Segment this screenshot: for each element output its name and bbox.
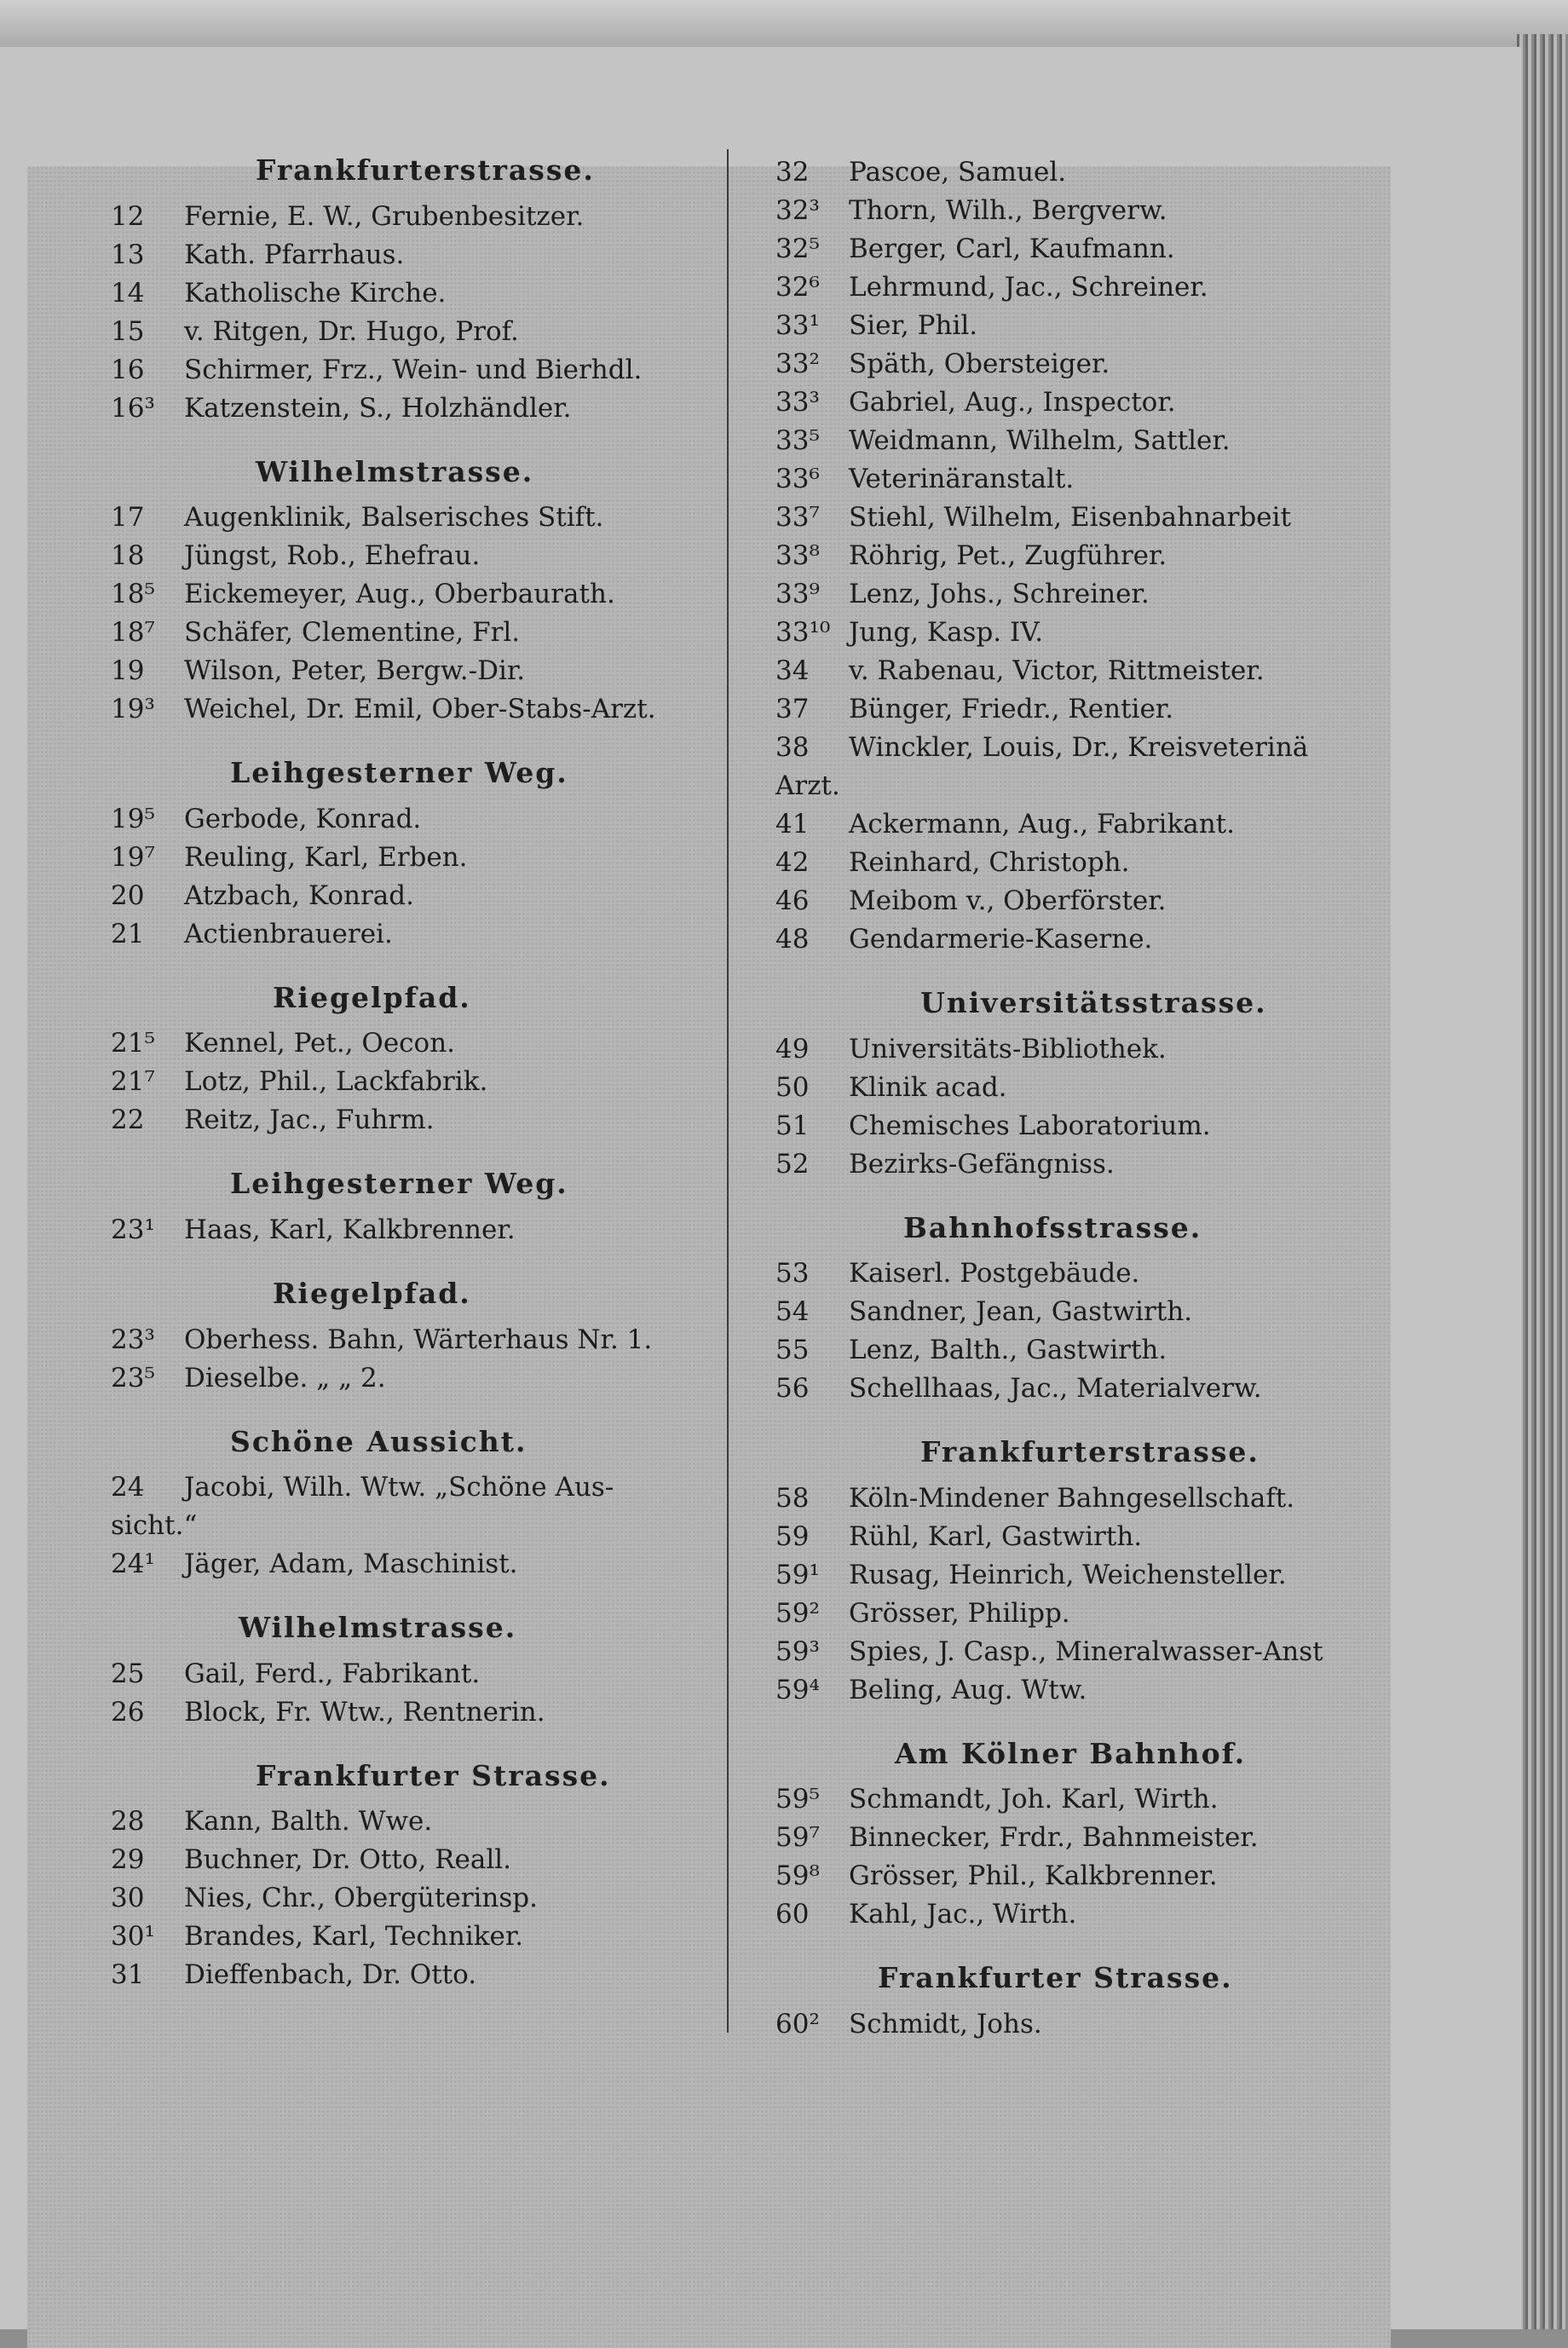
directory-entry xyxy=(775,805,1389,844)
resident-name: sicht.“ xyxy=(111,1510,198,1542)
directory-entry xyxy=(111,351,741,389)
house-number: 33³ xyxy=(775,387,820,418)
house-number: 18 xyxy=(111,540,145,572)
resident-name: Grösser, Philipp. xyxy=(849,1597,1070,1629)
resident-name: Lehrmund, Jac., Schreiner. xyxy=(849,272,1208,303)
directory-entry xyxy=(775,499,1389,537)
resident-name: Kann, Balth. Wwe. xyxy=(184,1806,433,1837)
house-number: 58 xyxy=(775,1482,810,1514)
house-number: 42 xyxy=(775,847,810,878)
directory-entry xyxy=(111,1879,741,1918)
house-number: 48 xyxy=(775,924,810,955)
house-number: 59⁵ xyxy=(775,1784,820,1815)
resident-name: Lenz, Balth., Gastwirth. xyxy=(849,1335,1167,1366)
directory-entry xyxy=(775,1069,1389,1107)
resident-name: Augenklinik, Balserisches Stift. xyxy=(184,502,604,534)
house-number: 31 xyxy=(111,1959,145,1991)
directory-entry xyxy=(111,313,741,351)
house-number: 34 xyxy=(775,655,810,686)
house-number: 41 xyxy=(775,809,810,839)
resident-name: Sandner, Jean, Gastwirth. xyxy=(849,1296,1193,1328)
directory-entry xyxy=(111,1024,741,1063)
resident-name: Katzenstein, S., Holzhändler. xyxy=(184,392,572,424)
directory-entry xyxy=(111,690,741,729)
directory-entry xyxy=(775,345,1389,384)
section-heading: Leihgesterner Weg. xyxy=(230,1167,568,1201)
resident-name: Schellhaas, Jac., Materialverw. xyxy=(849,1373,1262,1405)
resident-name: Gerbode, Konrad. xyxy=(184,803,422,834)
resident-name: Spies, J. Casp., Mineralwasser-Anst xyxy=(849,1636,1323,1667)
resident-name: Dieselbe. „ „ 2. xyxy=(184,1362,386,1393)
resident-name: Binnecker, Frdr., Bahnmeister. xyxy=(849,1822,1259,1854)
directory-entry xyxy=(111,1468,741,1507)
resident-name: Rühl, Karl, Gastwirth. xyxy=(849,1520,1143,1552)
directory-entry xyxy=(775,192,1389,230)
directory-entry xyxy=(775,268,1389,307)
resident-name: Actienbrauerei. xyxy=(184,918,393,949)
directory-entry xyxy=(775,1331,1389,1370)
resident-name: Atzbach, Konrad. xyxy=(184,880,414,911)
resident-name: Kath. Pfarrhaus. xyxy=(184,239,405,270)
resident-name: Nies, Chr., Obergüterinsp. xyxy=(184,1883,539,1914)
directory-entry xyxy=(111,915,741,954)
directory-entry xyxy=(111,1211,741,1249)
house-number: 21⁵ xyxy=(111,1028,155,1059)
directory-entry xyxy=(775,384,1389,422)
house-number: 53 xyxy=(775,1258,810,1289)
house-number: 22 xyxy=(111,1105,145,1136)
house-number: 33⁶ xyxy=(775,464,820,494)
resident-name: Arzt. xyxy=(775,770,840,801)
house-number: 18⁷ xyxy=(111,617,155,649)
resident-name: Gabriel, Aug., Inspector. xyxy=(849,387,1176,418)
section-heading: Leihgesterner Weg. xyxy=(230,756,568,790)
house-number: 59⁸ xyxy=(775,1861,820,1892)
house-number: 12 xyxy=(111,200,145,232)
directory-entry xyxy=(111,800,741,839)
resident-name: v. Rabenau, Victor, Rittmeister. xyxy=(849,655,1265,686)
house-number: 33² xyxy=(775,349,820,379)
directory-entry xyxy=(111,537,741,575)
right-column xyxy=(775,153,1389,2044)
section-heading: Riegelpfad. xyxy=(273,980,471,1014)
resident-name: Berger, Carl, Kaufmann. xyxy=(849,234,1175,264)
house-number: 52 xyxy=(775,1148,810,1180)
resident-name: Stiehl, Wilhelm, Eisenbahnarbeit xyxy=(849,502,1291,533)
house-number: 17 xyxy=(111,502,145,534)
directory-entry xyxy=(775,1255,1389,1293)
directory-entry xyxy=(775,153,1389,192)
house-number: 38 xyxy=(775,732,810,763)
directory-entry xyxy=(775,1595,1389,1633)
resident-name: Kaiserl. Postgebäude. xyxy=(849,1258,1140,1289)
house-number: 21⁷ xyxy=(111,1066,155,1098)
directory-entry xyxy=(111,274,741,313)
resident-name: Bünger, Friedr., Rentier. xyxy=(849,694,1174,724)
resident-name: Lotz, Phil., Lackfabrik. xyxy=(184,1066,488,1098)
house-number: 59⁴ xyxy=(775,1674,820,1705)
house-number: 19⁵ xyxy=(111,803,155,834)
resident-name: Kahl, Jac., Wirth. xyxy=(849,1899,1077,1930)
house-number: 24 xyxy=(111,1472,145,1503)
house-number: 56 xyxy=(775,1373,810,1405)
directory-entry xyxy=(775,920,1389,959)
section-heading: Universitätsstrasse. xyxy=(920,986,1267,1019)
directory-entry xyxy=(111,198,741,236)
house-number: 19³ xyxy=(111,694,155,725)
house-number: 24¹ xyxy=(111,1549,155,1580)
resident-name: Reuling, Karl, Erben. xyxy=(184,841,468,873)
directory-entry xyxy=(111,652,741,690)
house-number: 46 xyxy=(775,886,810,916)
directory-entry xyxy=(775,1107,1389,1145)
resident-name: Veterinäranstalt. xyxy=(849,464,1075,494)
directory-entry xyxy=(775,1370,1389,1408)
directory-entry xyxy=(111,575,741,614)
directory-entry xyxy=(775,1293,1389,1331)
section-heading: Schöne Aussicht. xyxy=(230,1424,527,1458)
house-number: 19⁷ xyxy=(111,841,155,873)
house-number: 60² xyxy=(775,2008,820,2039)
directory-entry xyxy=(775,1780,1389,1819)
directory-entry xyxy=(775,1819,1389,1857)
directory-entry xyxy=(775,729,1389,767)
house-number: 15 xyxy=(111,315,145,347)
house-number: 59⁷ xyxy=(775,1822,820,1854)
section-heading: Wilhelmstrasse. xyxy=(256,454,534,488)
resident-name: Gendarmerie-Kaserne. xyxy=(849,924,1153,955)
resident-name: Thorn, Wilh., Bergverw. xyxy=(849,195,1167,226)
resident-name: Bezirks-Gefängniss. xyxy=(849,1148,1115,1180)
directory-entry xyxy=(775,307,1389,345)
house-number: 14 xyxy=(111,277,145,309)
resident-name: Jacobi, Wilh. Wtw. „Schöne Aus- xyxy=(184,1472,614,1503)
house-number: 26 xyxy=(111,1696,145,1728)
house-number: 21 xyxy=(111,918,145,949)
resident-name: Reinhard, Christoph. xyxy=(849,847,1130,878)
directory-entry xyxy=(775,1145,1389,1184)
house-number: 59 xyxy=(775,1520,810,1552)
directory-entry xyxy=(775,882,1389,920)
directory-entry xyxy=(111,1841,741,1879)
house-number: 55 xyxy=(775,1335,810,1366)
house-number: 20 xyxy=(111,880,145,911)
directory-entry xyxy=(775,422,1389,460)
house-number: 33⁷ xyxy=(775,502,820,533)
house-number: 16³ xyxy=(111,392,155,424)
resident-name: Winckler, Louis, Dr., Kreisveterinä xyxy=(849,732,1309,763)
directory-entry xyxy=(111,1359,741,1398)
section-heading: Frankfurter Strasse. xyxy=(878,1961,1233,1995)
directory-entry xyxy=(775,575,1389,614)
house-number: 59² xyxy=(775,1597,820,1629)
resident-name: Rusag, Heinrich, Weichensteller. xyxy=(849,1559,1287,1590)
directory-entry xyxy=(775,1633,1389,1671)
house-number: 29 xyxy=(111,1844,145,1876)
directory-entry xyxy=(775,652,1389,690)
page-top-edge xyxy=(0,0,1568,51)
house-number: 59¹ xyxy=(775,1559,820,1590)
house-number: 37 xyxy=(775,694,810,724)
directory-entry xyxy=(775,537,1389,575)
resident-name: Schmidt, Johs. xyxy=(849,2008,1042,2039)
resident-name: Universitäts-Bibliothek. xyxy=(849,1033,1167,1064)
resident-name: Sier, Phil. xyxy=(849,310,978,341)
directory-entry xyxy=(111,389,741,428)
house-number: 30 xyxy=(111,1883,145,1914)
house-number: 23³ xyxy=(111,1324,155,1355)
resident-name: Chemisches Laboratorium. xyxy=(849,1110,1211,1141)
resident-name: Pascoe, Samuel. xyxy=(849,157,1067,187)
directory-entry xyxy=(111,1321,741,1359)
resident-name: Brandes, Karl, Techniker. xyxy=(184,1921,524,1953)
directory-entry xyxy=(111,877,741,915)
directory-entry xyxy=(775,1480,1389,1518)
resident-name: Buchner, Dr. Otto, Reall. xyxy=(184,1844,512,1876)
house-number: 33¹⁰ xyxy=(775,617,831,648)
resident-name: Klinik acad. xyxy=(849,1071,1007,1103)
resident-name: v. Ritgen, Dr. Hugo, Prof. xyxy=(184,315,519,347)
resident-name: Weidmann, Wilhelm, Sattler. xyxy=(849,425,1231,456)
resident-name: Köln-Mindener Bahngesellschaft. xyxy=(849,1482,1295,1514)
directory-entry xyxy=(111,1507,741,1545)
directory-entry xyxy=(111,1063,741,1101)
house-number: 19 xyxy=(111,655,145,687)
left-column xyxy=(111,153,741,1994)
directory-entry xyxy=(775,690,1389,729)
resident-name: Block, Fr. Wtw., Rentnerin. xyxy=(184,1696,545,1728)
house-number: 54 xyxy=(775,1296,810,1328)
directory-entry xyxy=(111,1803,741,1841)
directory-entry xyxy=(775,2005,1389,2044)
section-heading: Wilhelmstrasse. xyxy=(239,1611,517,1645)
directory-entry xyxy=(775,614,1389,652)
directory-entry xyxy=(775,844,1389,882)
house-number: 13 xyxy=(111,239,145,270)
resident-name: Katholische Kirche. xyxy=(184,277,447,309)
directory-entry xyxy=(111,1101,741,1139)
directory-entry xyxy=(775,1030,1389,1069)
resident-name: Reitz, Jac., Fuhrm. xyxy=(184,1105,435,1136)
resident-name: Fernie, E. W., Grubenbesitzer. xyxy=(184,200,585,232)
house-number: 23⁵ xyxy=(111,1362,155,1393)
house-number: 32³ xyxy=(775,195,820,226)
directory-entry xyxy=(111,499,741,537)
directory-entry xyxy=(775,1518,1389,1556)
resident-name: Schmandt, Joh. Karl, Wirth. xyxy=(849,1784,1219,1815)
directory-entry xyxy=(775,230,1389,268)
directory-entry xyxy=(111,1545,741,1584)
house-number: 33⁵ xyxy=(775,425,820,456)
directory-entry xyxy=(111,614,741,652)
directory-entry xyxy=(775,1556,1389,1595)
house-number: 60 xyxy=(775,1899,810,1930)
house-number: 59³ xyxy=(775,1636,820,1667)
resident-name: Jüngst, Rob., Ehefrau. xyxy=(184,540,481,572)
section-heading: Riegelpfad. xyxy=(273,1276,471,1310)
resident-name: Weichel, Dr. Emil, Ober-Stabs-Arzt. xyxy=(184,694,656,725)
directory-entry xyxy=(775,767,1389,805)
section-heading: Frankfurterstrasse. xyxy=(920,1435,1260,1469)
resident-name: Schäfer, Clementine, Frl. xyxy=(184,617,521,649)
resident-name: Kennel, Pet., Oecon. xyxy=(184,1028,456,1059)
house-number: 33¹ xyxy=(775,310,820,341)
resident-name: Gail, Ferd., Fabrikant. xyxy=(184,1658,481,1689)
resident-name: Dieffenbach, Dr. Otto. xyxy=(184,1959,477,1991)
house-number: 30¹ xyxy=(111,1921,155,1953)
resident-name: Jung, Kasp. IV. xyxy=(849,617,1044,648)
resident-name: Röhrig, Pet., Zugführer. xyxy=(849,540,1167,571)
resident-name: Beling, Aug. Wtw. xyxy=(849,1674,1087,1705)
directory-entry xyxy=(111,1956,741,1994)
house-number: 16 xyxy=(111,354,145,385)
resident-name: Späth, Obersteiger. xyxy=(849,349,1110,379)
resident-name: Oberhess. Bahn, Wärterhaus Nr. 1. xyxy=(184,1324,653,1355)
directory-entry xyxy=(775,1671,1389,1710)
house-number: 32⁶ xyxy=(775,272,820,303)
section-heading: Frankfurter Strasse. xyxy=(256,1758,611,1792)
directory-entry xyxy=(775,460,1389,499)
house-number: 49 xyxy=(775,1033,810,1064)
directory-entry xyxy=(111,1693,741,1732)
section-heading: Am Kölner Bahnhof. xyxy=(895,1736,1247,1770)
page-stack-edge xyxy=(1517,34,1568,2329)
directory-entry xyxy=(775,1895,1389,1934)
resident-name: Ackermann, Aug., Fabrikant. xyxy=(849,809,1235,839)
directory-entry xyxy=(111,1918,741,1956)
house-number: 32⁵ xyxy=(775,234,820,264)
resident-name: Meibom v., Oberförster. xyxy=(849,886,1167,916)
directory-entry xyxy=(111,839,741,877)
house-number: 51 xyxy=(775,1110,810,1141)
house-number: 25 xyxy=(111,1658,145,1689)
resident-name: Wilson, Peter, Bergw.-Dir. xyxy=(184,655,526,687)
directory-entry xyxy=(775,1857,1389,1895)
resident-name: Eickemeyer, Aug., Oberbaurath. xyxy=(184,579,615,610)
section-heading: Bahnhofsstrasse. xyxy=(903,1210,1202,1244)
directory-entry xyxy=(111,1655,741,1693)
section-heading: Frankfurterstrasse. xyxy=(256,153,595,187)
resident-name: Haas, Karl, Kalkbrenner. xyxy=(184,1214,516,1245)
house-number: 28 xyxy=(111,1806,145,1837)
house-number: 32 xyxy=(775,157,810,187)
resident-name: Jäger, Adam, Maschinist. xyxy=(184,1549,518,1580)
house-number: 33⁹ xyxy=(775,579,820,609)
house-number: 33⁸ xyxy=(775,540,820,571)
resident-name: Grösser, Phil., Kalkbrenner. xyxy=(849,1861,1218,1892)
house-number: 18⁵ xyxy=(111,579,155,610)
house-number: 50 xyxy=(775,1071,810,1103)
resident-name: Lenz, Johs., Schreiner. xyxy=(849,579,1150,609)
house-number: 23¹ xyxy=(111,1214,155,1245)
resident-name: Schirmer, Frz., Wein- und Bierhdl. xyxy=(184,354,643,385)
directory-entry xyxy=(111,236,741,274)
